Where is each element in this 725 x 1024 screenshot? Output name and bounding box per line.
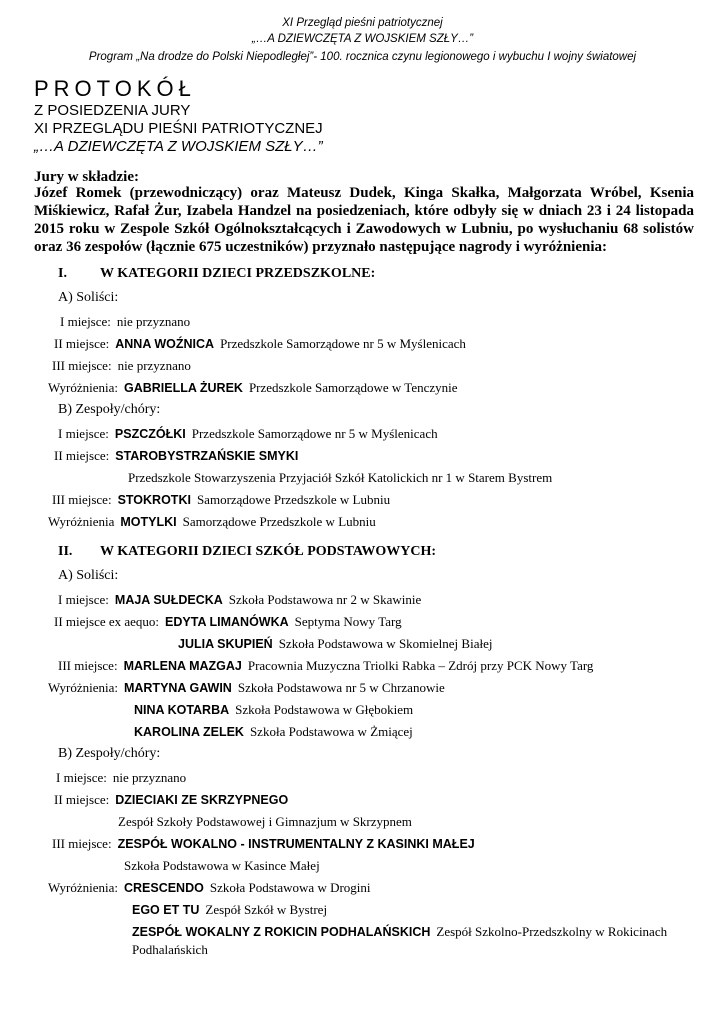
- award-place-label: I miejsce:: [58, 592, 109, 607]
- institution-name: Przedszkole Stowarzyszenia Przyjaciół Szkół Katolickich nr 1 w Starem Bystrem: [128, 470, 553, 485]
- institution-name: Szkoła Podstawowa w Żmiącej: [249, 724, 413, 739]
- award-row: [58, 592, 421, 608]
- institution-name: Szkoła Podstawowa nr 5 w Chrzanowie: [237, 680, 445, 695]
- award-row: [54, 448, 304, 464]
- category-1-number: I.: [58, 266, 67, 281]
- award-row: [56, 770, 186, 786]
- award-row: [134, 702, 413, 718]
- award-place-label: I miejsce:: [56, 770, 107, 785]
- category-2-number: II.: [58, 544, 73, 559]
- award-row: [132, 942, 208, 958]
- award-row: [58, 426, 438, 442]
- institution-name: Szkoła Podstawowa w Głębokiem: [235, 702, 414, 717]
- award-place-label: II miejsce ex aequo:: [54, 614, 160, 629]
- institution-name: Samorządowe Przedszkole w Lubniu: [182, 514, 376, 529]
- category-1-soloists-heading: A) Soliści:: [58, 290, 119, 305]
- award-place-label: III miejsce:: [58, 658, 118, 673]
- award-place-label: III miejsce:: [52, 358, 112, 373]
- title-line-2: Z POSIEDZENIA JURY: [34, 102, 191, 119]
- category-1-title: W KATEGORII DZIECI PRZEDSZKOLNE:: [100, 266, 376, 281]
- award-row: [52, 358, 191, 374]
- award-place-label: Wyróżnienia:: [48, 380, 118, 395]
- award-row: [54, 614, 402, 630]
- awardee-name: NINA KOTARBA: [134, 703, 230, 717]
- institution-name: Przedszkole Samorządowe w Tenczynie: [248, 380, 458, 395]
- institution-name: Szkoła Podstawowa w Kasince Małej: [124, 858, 320, 873]
- awardee-name: GABRIELLA ŻUREK: [123, 381, 243, 395]
- award-place-label: II miejsce:: [54, 336, 110, 351]
- awardee-name: STOKROTKI: [117, 493, 191, 507]
- institution-name: nie przyznano: [112, 770, 187, 785]
- title-line-4: „…A DZIEWCZĘTA Z WOJSKIEM SZŁY…”: [34, 138, 323, 155]
- category-2-soloists-heading: A) Soliści:: [58, 568, 119, 583]
- institution-name: Szkoła Podstawowa w Drogini: [209, 880, 371, 895]
- award-row: [54, 336, 466, 352]
- document-title: PROTOKÓŁ: [34, 76, 196, 101]
- institution-name: Zespół Szkolno-Przedszkolny w Rokicinach: [436, 924, 668, 939]
- institution-name: nie przyznano: [116, 314, 191, 329]
- award-place-label: II miejsce:: [54, 448, 110, 463]
- header-line-3: Program „Na drodze do Polski Niepodległej”- 100. rocznica czynu legionowego i wybuchu I wojny światowej: [88, 51, 637, 63]
- institution-name: Pracownia Muzyczna Triolki Rabka – Zdrój przy PCK Nowy Targ: [247, 658, 594, 673]
- award-row: [54, 792, 294, 808]
- awardee-name: MARTYNA GAWIN: [123, 681, 232, 695]
- award-row: [48, 380, 458, 396]
- category-2-title: W KATEGORII DZIECI SZKÓŁ PODSTAWOWYCH:: [100, 544, 437, 559]
- awardee-name: ZESPÓŁ WOKALNO - INSTRUMENTALNY Z KASINKI MAŁEJ: [117, 837, 475, 851]
- institution-name: nie przyznano: [117, 358, 191, 373]
- award-place-label: Wyróżnienia: [48, 514, 115, 529]
- award-place-label: Wyróżnienia:: [48, 680, 118, 695]
- award-place-label: II miejsce:: [54, 792, 110, 807]
- award-row: [52, 492, 390, 508]
- awardee-name: PSZCZÓŁKI: [114, 427, 186, 441]
- award-row: [48, 514, 376, 530]
- awardee-name: CRESCENDO: [123, 881, 204, 895]
- institution-name: Przedszkole Samorządowe nr 5 w Myślenicach: [191, 426, 438, 441]
- award-row: [48, 680, 445, 696]
- award-row: [48, 880, 371, 896]
- institution-name: Zespół Szkoły Podstawowej i Gimnazjum w Skrzypnem: [118, 814, 412, 829]
- header-line-2: „…A DZIEWCZĘTA Z WOJSKIEM SZŁY…”: [251, 33, 474, 45]
- award-row: [52, 836, 481, 852]
- awardee-name: EGO ET TU: [132, 903, 200, 917]
- institution-name: Samorządowe Przedszkole w Lubniu: [196, 492, 391, 507]
- category-2-heading: [58, 544, 436, 560]
- awardee-name: ANNA WOŹNICA: [115, 337, 215, 351]
- award-row: [178, 636, 492, 652]
- institution-name: Septyma Nowy Targ: [294, 614, 402, 629]
- awardee-name: MOTYLKI: [120, 515, 177, 529]
- awardee-name: ZESPÓŁ WOKALNY Z ROKICIN PODHALAŃSKICH: [132, 925, 431, 939]
- header-line-1: XI Przegląd pieśni patriotycznej: [282, 17, 443, 29]
- institution-name: Szkoła Podstawowa nr 2 w Skawinie: [228, 592, 422, 607]
- award-row: [132, 924, 667, 940]
- award-row: [132, 902, 327, 918]
- awardee-name: DZIECIAKI ZE SKRZYPNEGO: [115, 793, 289, 807]
- award-place-label: I miejsce:: [60, 314, 111, 329]
- awardee-name: JULIA SKUPIEŃ: [178, 637, 273, 651]
- award-row: [118, 814, 412, 830]
- institution-name: Podhalańskich: [132, 942, 208, 957]
- title-line-3: XI PRZEGLĄDU PIEŚNI PATRIOTYCZNEJ: [34, 120, 323, 137]
- category-1-groups-heading: B) Zespoły/chóry:: [58, 402, 161, 417]
- awardee-name: KAROLINA ZELEK: [134, 725, 244, 739]
- award-place-label: Wyróżnienia:: [48, 880, 118, 895]
- institution-name: Szkoła Podstawowa w Skomielnej Białej: [278, 636, 493, 651]
- category-1-heading: [58, 266, 375, 282]
- award-row: [60, 314, 190, 330]
- awardee-name: STAROBYSTRZAŃSKIE SMYKI: [115, 449, 299, 463]
- awardee-name: MAJA SUŁDECKA: [114, 593, 223, 607]
- award-row: [58, 658, 593, 674]
- institution-name: Przedszkole Samorządowe nr 5 w Myślenicach: [220, 336, 466, 351]
- award-place-label: III miejsce:: [52, 836, 112, 851]
- awardee-name: MARLENA MAZGAJ: [123, 659, 242, 673]
- jury-paragraph: Józef Romek (przewodniczący) oraz Mateusz Dudek, Kinga Skałka, Małgorzata Wróbel, Ksenia Miśkiewicz, Rafał Żur, Izabela Handzel na posiedzeniach, które odbyły się w dniach 23 i 24 listopada 2015 roku w Zespole Szkół Ogólnokształcących i Zawodowych w Lubniu, po wysłuchaniu 68 solistów oraz 36 zespołów (łącznie 675 uczestników) przyznało następujące nagrody i wyróżnienia:: [34, 185, 694, 255]
- award-row: [128, 470, 552, 486]
- awardee-name: EDYTA LIMANÓWKA: [165, 615, 289, 629]
- jury-heading: Jury w składzie:: [34, 169, 139, 185]
- institution-name: Zespół Szkół w Bystrej: [205, 902, 328, 917]
- award-place-label: III miejsce:: [52, 492, 112, 507]
- category-2-groups-heading: B) Zespoły/chóry:: [58, 746, 161, 761]
- award-row: [124, 858, 320, 874]
- award-row: [134, 724, 413, 740]
- award-place-label: I miejsce:: [58, 426, 109, 441]
